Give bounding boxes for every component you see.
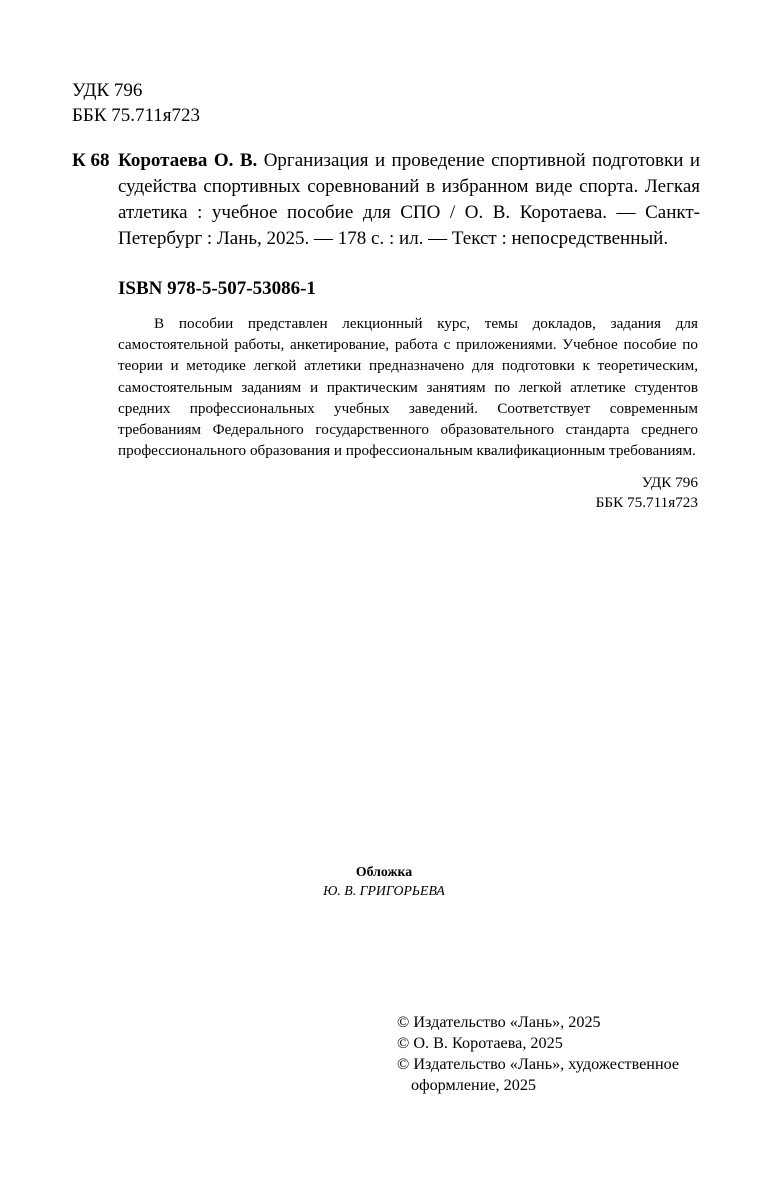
classification-codes-bottom [500, 473, 698, 513]
cover-credit [184, 862, 584, 900]
bbk-code: ББК 75.711я723 [72, 105, 201, 126]
copyright-publisher: © Издательство «Лань», 2025 [397, 1013, 601, 1031]
bbk-code-bottom: ББК 75.711я723 [595, 494, 698, 511]
abstract: В пособии представлен лекционный курс, темы докладов, задания для самостоятельной работы, анкетирование, работа с приложениями. Учебное пособие по теории и методике легкой атлетики предназначено для подготовки к теоретическим, самостоятельным заданиям и практическим занятиям по легкой атлетике студентов средних профессиональных учебных заведений. Соответствует современным требованиям Федерального государственного образовательного стандарта среднего профессионального образования и профессиональным квалификационным требованиям. [118, 315, 698, 460]
udk-code-bottom: УДК 796 [641, 474, 698, 491]
cover-designer: Ю. В. ГРИГОРЬЕВА [323, 883, 445, 898]
copyright-author: © О. В. Коротаева, 2025 [397, 1034, 563, 1052]
author-name: Коротаева О. В. [118, 150, 258, 171]
cover-label: Обложка [355, 864, 413, 879]
title-description: Организация и проведение спортивной подготовки и судейства спортивных соревнований в избранном виде спорта. Легкая атлетика : учебное пособие для СПО / О. В. Коротаева. — Санкт-Петербург : Лань, 2025. — 178 с. : ил. — Текст : непосредственный. [118, 150, 701, 249]
isbn: ISBN 978-5-507-53086-1 [118, 278, 316, 299]
bibliographic-description [118, 148, 700, 252]
copyright-block [397, 1012, 727, 1096]
classification-codes-top [72, 78, 200, 128]
udk-code: УДК 796 [72, 80, 143, 101]
author-mark: К 68 [72, 150, 110, 171]
copyright-design-continued: оформление, 2025 [411, 1076, 537, 1094]
copyright-design: © Издательство «Лань», художественное [397, 1055, 680, 1073]
bibliographic-entry [72, 148, 700, 252]
